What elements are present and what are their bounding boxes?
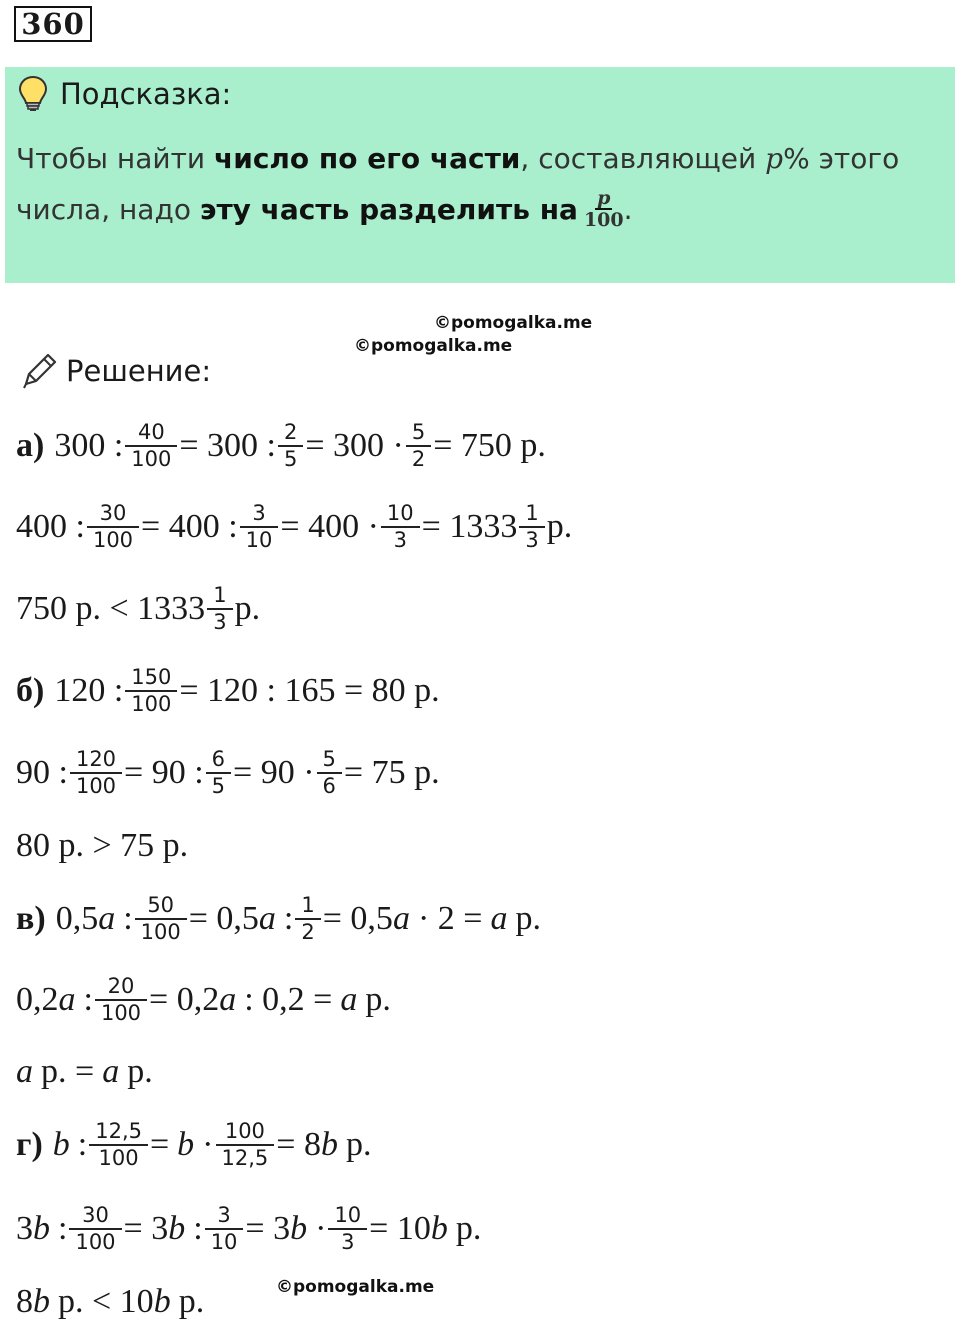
hint-fraction: $\frac{p}{100}$ <box>583 187 624 231</box>
watermark: ©pomogalka.me <box>354 336 513 356</box>
solution-v-line-3: a р. = a р. <box>16 1053 153 1090</box>
watermark: ©pomogalka.me <box>434 313 593 333</box>
hint-line-2: числа, надо эту часть разделить на $\frac{p}{100}$ . <box>16 187 633 231</box>
solution-a-line-2: 400 : $\frac{30}{100}$ = 400 : $\frac{3}{10}$ = 400 · $\frac{10}{3}$ = 1333 $\frac{1}{3}$ р. <box>16 501 573 552</box>
solution-g-line-1: г) b : $\frac{12,5}{100}$ = b · $\frac{100}{12,5}$ = 8 b р. <box>16 1119 372 1170</box>
hint-title <box>18 75 231 113</box>
hint-line-1: Чтобы найти число по его части, составляющей p% этого <box>16 142 900 175</box>
solution-a-line-3: 750 р. < 1333 $\frac{1}{3}$ р. <box>16 583 261 634</box>
solution-a-line-1: а) 300 : $\frac{40}{100}$ = 300 : $\frac{2}{5}$ = 300 · $\frac{5}{2}$ = 750 р. <box>16 420 546 471</box>
solution-v-line-1: в) 0,5 a : $\frac{50}{100}$ = 0,5 a : $\frac{1}{2}$ = 0,5 a · 2 = a р. <box>16 893 541 944</box>
solution-g-line-2: 3 b : $\frac{30}{100}$ = 3 b : $\frac{3}{10}$ = 3 b · $\frac{10}{3}$ = 10 b р. <box>16 1203 482 1254</box>
hint-title-text: Подсказка: <box>60 77 232 111</box>
lightbulb-icon <box>18 75 48 113</box>
task-number: 360 <box>14 6 92 42</box>
solution-title-text: Решение: <box>66 354 212 388</box>
solution-b-line-2: 90 : $\frac{120}{100}$ = 90 : $\frac{6}{5}$ = 90 · $\frac{5}{6}$ = 75 р. <box>16 747 440 798</box>
solution-g-line-3: 8 b р. < 10 b р. <box>16 1283 205 1320</box>
solution-b-line-3: 80 р. > 75 р. <box>16 827 189 864</box>
watermark: ©pomogalka.me <box>276 1277 435 1297</box>
solution-v-line-2: 0,2 a : $\frac{20}{100}$ = 0,2 a : 0,2 = a р. <box>16 974 391 1025</box>
solution-title <box>20 352 211 390</box>
solution-b-line-1: б) 120 : $\frac{150}{100}$ = 120 : 165 = 80 р. <box>16 665 440 716</box>
pencil-icon <box>20 352 58 390</box>
